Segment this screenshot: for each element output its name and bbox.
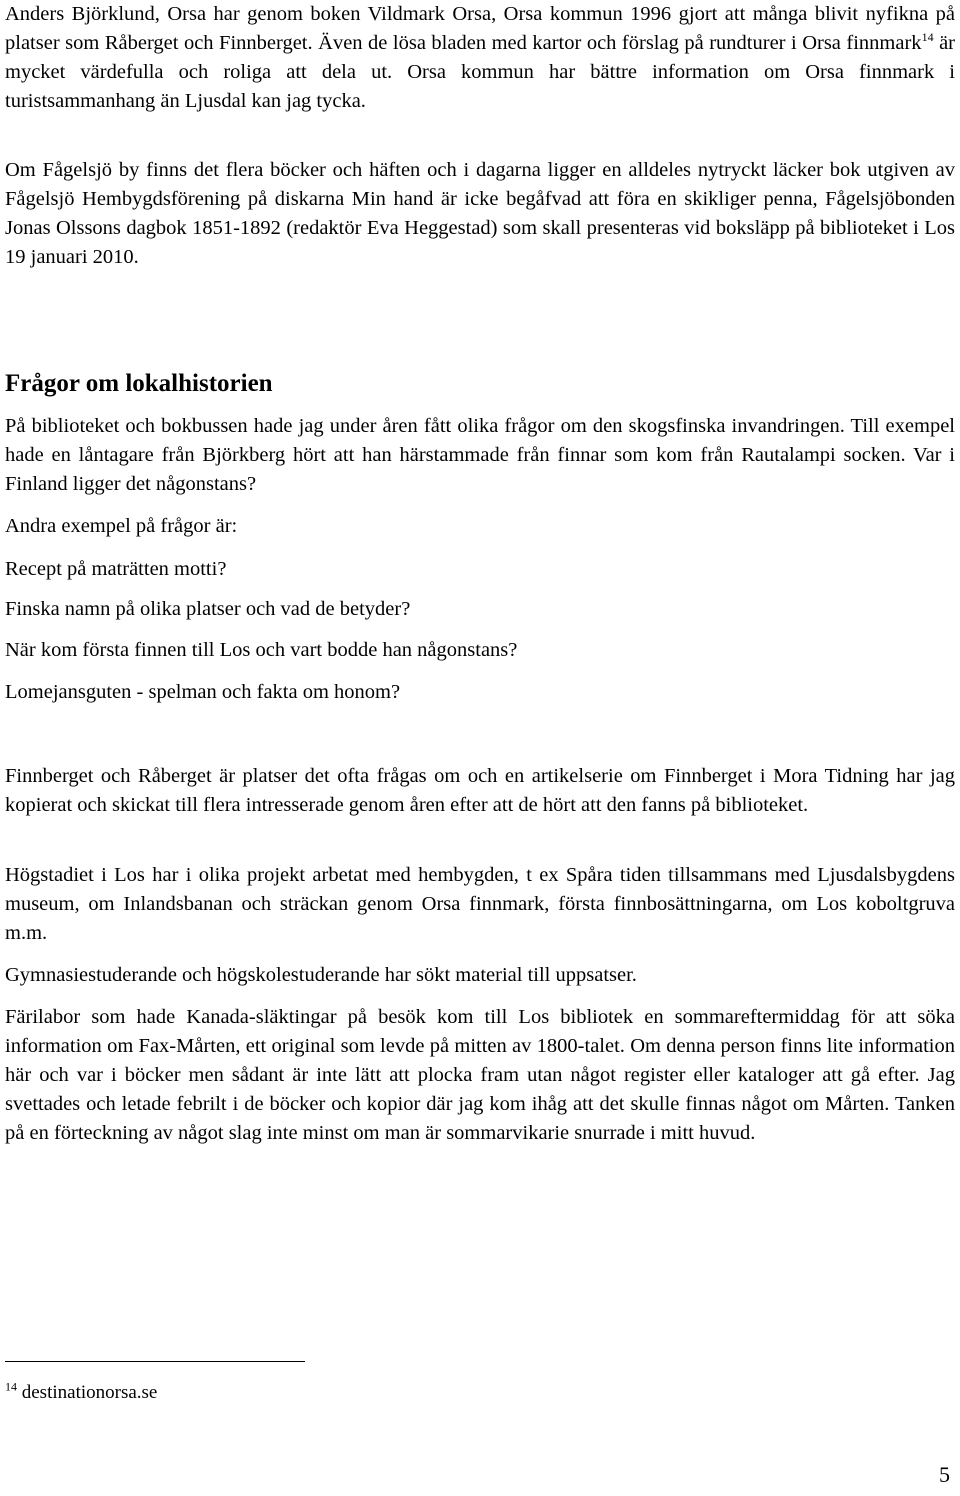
paragraph-orsa-finnmark: [5, 0, 955, 116]
footnote-number: 14: [5, 1379, 17, 1394]
paragraph-hogstadiet: Högstadiet i Los har i olika projekt arbetat med hembygden, t ex Spåra tiden tillsammans med Ljusdalsbygdens museum, om Inlandsbanan och sträckan genom Orsa finnmark, första finnbosättningarna, om Los koboltgruva m.m.: [5, 864, 955, 944]
paragraph-finnberget: Finnberget och Råberget är platser det ofta frågas om och en artikelserie om Finnberget i Mora Tidning har jag kopierat och skickat till flera intresserade genom åren efter att de hört att den fanns på biblioteket.: [5, 765, 955, 816]
paragraph-library-questions: På biblioteket och bokbussen hade jag under åren fått olika frågor om den skogsfinska invandringen. Till exempel hade en låntagare från Björkberg hört att han härstammade från finnar som kom från Rautalampi socken. Var i Finland ligger det någonstans?: [5, 415, 955, 495]
paragraph-fagelsjo: Om Fågelsjö by finns det flera böcker och häften och i dagarna ligger en alldeles nytryckt läcker bok utgiven av Fågelsjö Hembygdsförening på diskarna Min hand är icke begåfvad att föra en skikliger penna, Fågelsjöbonden Jonas Olssons dagbok 1851-1892 (redaktör Eva Heggestad) som skall presenteras vid boksläpp på biblioteket i Los 19 januari 2010.: [5, 159, 955, 268]
footnote-reference[interactable]: 14: [921, 30, 934, 45]
paragraph-text-continued: är mycket värdefulla och roliga att dela ut. Orsa kommun har bättre information om Orsa finnmark i turistsammanhang än Ljusdal kan jag tycka.: [5, 32, 955, 112]
footnote-text: destinationorsa.se: [17, 1382, 158, 1403]
question-item: När kom första finnen till Los och vart bodde han någonstans?: [5, 639, 518, 661]
footnote: [5, 1381, 157, 1405]
question-item: Recept på maträtten motti?: [5, 558, 227, 580]
page-number: 5: [939, 1462, 950, 1487]
questions-intro: Andra exempel på frågor är:: [5, 515, 238, 537]
footnote-divider: [5, 1361, 305, 1362]
question-item: Finska namn på olika platser och vad de betyder?: [5, 598, 411, 620]
question-item: Lomejansguten - spelman och fakta om honom?: [5, 681, 401, 703]
paragraph-text: Anders Björklund, Orsa har genom boken Vildmark Orsa, Orsa kommun 1996 gjort att många blivit nyfikna på platser som Råberget och Finnberget. Även de lösa bladen med kartor och förslag på rundturer i Orsa finnmark: [5, 3, 955, 54]
section-heading: Frågor om lokalhistorien: [5, 370, 273, 397]
paragraph-farilabor: Färilabor som hade Kanada-släktingar på besök kom till Los bibliotek en sommareftermiddag för att söka information om Fax-Mårten, ett original som levde på mitten av 1800-talet. Om denna person finns lite information här och var i böcker men sådant är inte lätt att plocka fram utan något register eller kataloger att gå efter. Jag svettades och letade febrilt i de böcker och kopior där jag kom ihåg att det skulle finnas något om Mårten. Tanken på en förteckning av något slag inte minst om man är sommarvikarie snurrade i mitt huvud.: [5, 1006, 955, 1144]
paragraph-gymnasie: Gymnasiestuderande och högskolestuderande har sökt material till uppsatser.: [5, 964, 637, 986]
